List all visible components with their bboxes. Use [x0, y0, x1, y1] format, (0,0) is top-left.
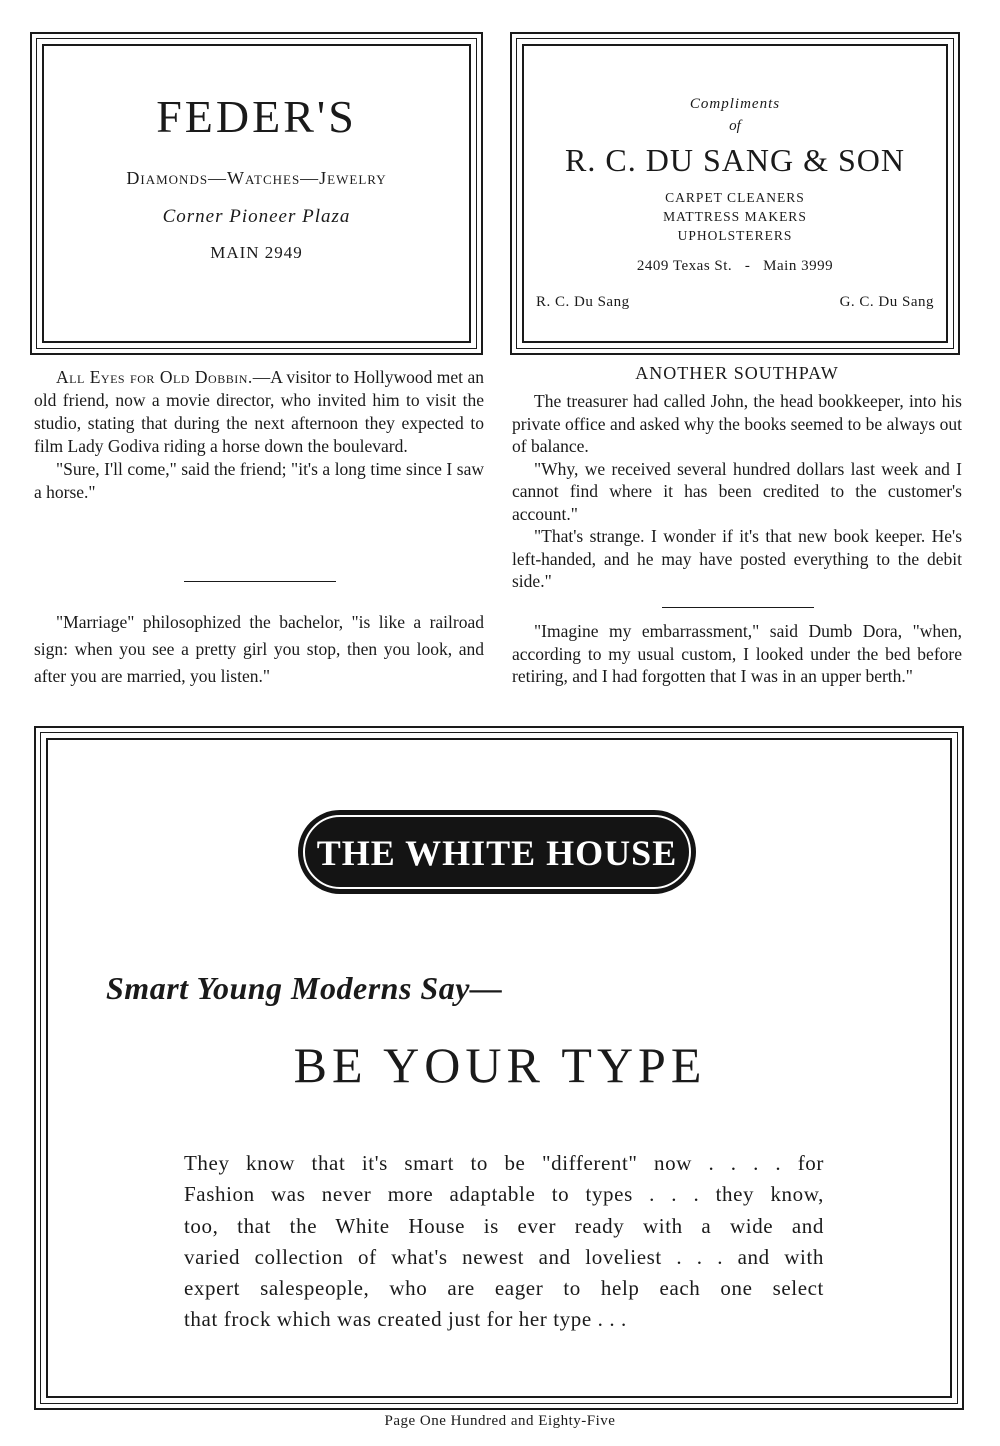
- body-line: too, that the White House is ever ready with a wide and: [184, 1213, 824, 1238]
- feders-ad: [30, 32, 483, 355]
- white-house-headline: BE YOUR TYPE: [293, 1037, 707, 1093]
- dusang-signature: R. C. Du Sang: [536, 294, 630, 310]
- dusang-service: MATTRESS MAKERS: [663, 209, 807, 224]
- feders-products: Diamonds—Watches—Jewelry: [126, 168, 387, 188]
- joke-paragraph: [34, 366, 484, 458]
- joke-title: All Eyes for Old Dobbin.: [56, 367, 253, 387]
- joke-dumb-dora: [512, 620, 962, 688]
- body-line: varied collection of what's newest and loveliest . . . and with: [184, 1244, 824, 1269]
- joke-paragraph: "Sure, I'll come," said the friend; "it's a long time since I saw a horse.": [34, 459, 484, 502]
- white-house-body: [184, 1148, 824, 1336]
- dusang-name: R. C. DU SANG & SON: [565, 142, 905, 178]
- dusang-address: 2409 Texas St. - Main 3999: [636, 258, 834, 274]
- white-house-logo-text: THE WHITE HOUSE: [316, 833, 678, 873]
- joke-paragraph: "Why, we received several hundred dollars last week and I cannot find where it has been credited to the customer's account.": [512, 458, 962, 524]
- joke-another-southpaw: [512, 390, 962, 593]
- body-line: They know that it's smart to be "different" now . . . . for: [184, 1151, 824, 1175]
- joke-paragraph: "That's strange. I wonder if it's that new book keeper. He's left-handed, and he may have posted everything to the debit side.": [512, 526, 962, 591]
- dusang-service: UPHOLSTERERS: [677, 228, 793, 243]
- feders-location: Corner Pioneer Plaza: [162, 206, 351, 227]
- dusang-signature: G. C. Du Sang: [839, 294, 934, 310]
- white-house-tagline: Smart Young Moderns Say—: [106, 970, 503, 1006]
- body-line: that frock which was created just for her type . . .: [184, 1307, 627, 1332]
- divider: [184, 581, 336, 582]
- dusang-service: CARPET CLEANERS: [665, 190, 805, 205]
- joke-marriage: [34, 609, 484, 690]
- body-line: Fashion was never more adaptable to types . . . they know,: [184, 1182, 824, 1207]
- dusang-ad: [510, 32, 960, 355]
- joke-text: —A visitor to Hollywood met an old friend, now a movie director, who invited him to visit the studio, stating that during the next afternoon they expected to film Lady Godiva riding a horse down the boulevard.: [34, 367, 484, 456]
- white-house-logo: [298, 810, 696, 894]
- divider: [662, 607, 814, 608]
- joke-paragraph: The treasurer had called John, the head bookkeeper, into his private office and asked why the books seemed to be always out of balance.: [512, 391, 962, 456]
- feders-phone: MAIN 2949: [210, 243, 303, 262]
- page-footer: Page One Hundred and Eighty-Five: [384, 1413, 616, 1429]
- joke-paragraph: "Marriage" philosophized the bachelor, "is like a railroad sign: when you see a pretty girl you stop, then you look, and after you are married, you listen.": [34, 612, 484, 686]
- body-line: expert salespeople, who are eager to help each one select: [184, 1276, 824, 1301]
- joke-old-dobbin: [34, 366, 484, 504]
- feders-name: FEDER'S: [156, 91, 357, 142]
- joke-title: ANOTHER SOUTHPAW: [635, 363, 839, 383]
- joke-paragraph: "Imagine my embarrassment," said Dumb Dora, "when, according to my usual custom, I looked under the bed before retiring, and I had forgotten that I was in an upper berth.": [512, 621, 962, 686]
- dusang-compliments: Compliments: [689, 96, 781, 112]
- dusang-of: of: [729, 118, 741, 134]
